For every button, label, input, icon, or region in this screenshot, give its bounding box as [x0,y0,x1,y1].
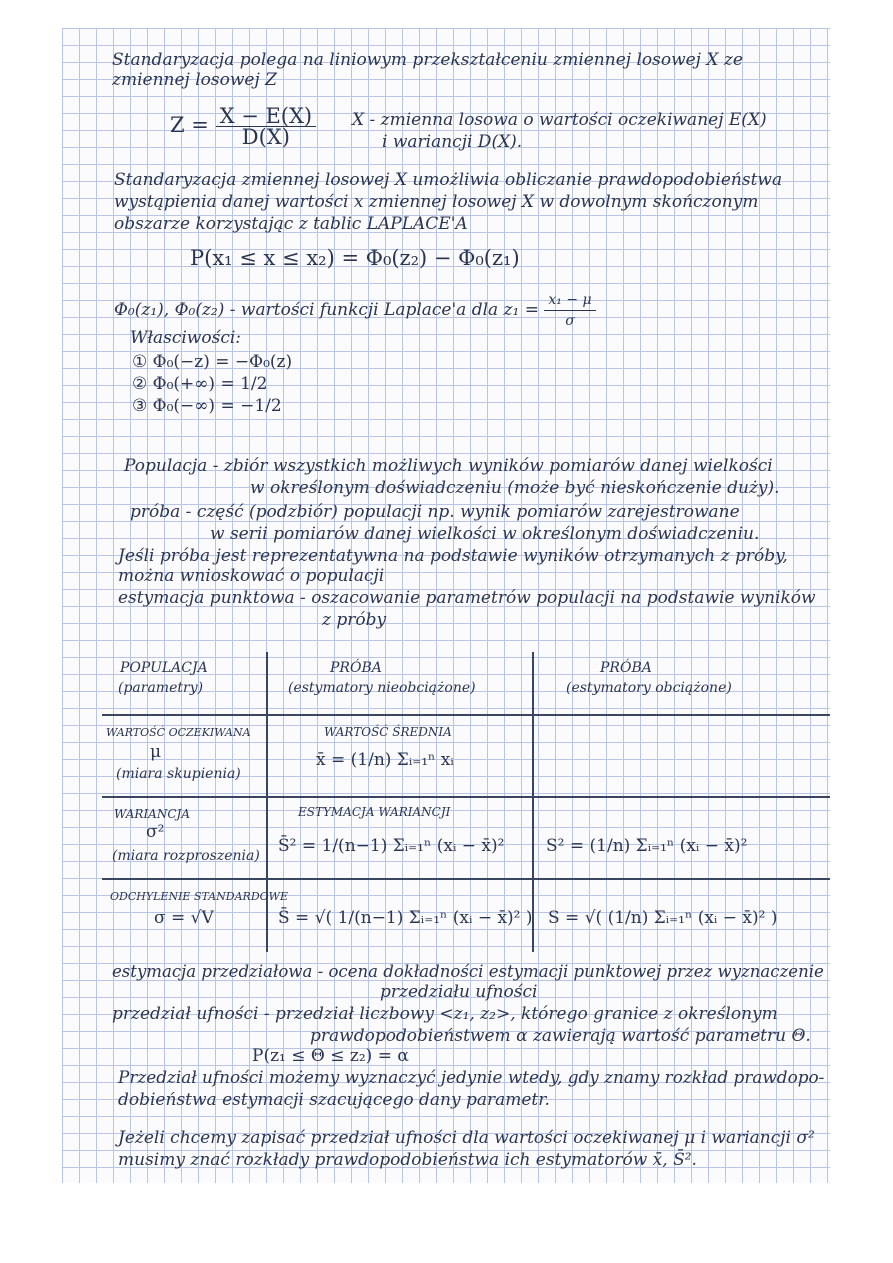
interval-line6: dobieństwa estymacji szacującego dany parametr. [118,1090,550,1110]
interval-line3: przedział ufności - przedział liczbowy <z₁, z₂>, którego granice z określonym [112,1004,778,1024]
standardization-formula [170,106,316,147]
table-rule-3 [102,878,830,880]
row1-unbiased-label: WARTOŚĆ ŚREDNIA [324,725,452,739]
laplace-line3: obszarze korzystając z tablic LAPLACE'A [114,214,468,234]
standardization-desc1: X - zmienna losowa o wartości oczekiwanej E(X) [352,110,767,130]
population-line3: próba - część (podzbiór) populacji np. wynik pomiarów zarejestrowane [130,502,740,522]
header-population-title: POPULACJA [120,660,208,676]
laplace-z-denominator: σ [565,313,575,329]
interval-line5: Przedział ufności możemy wyznaczyć jedynie wtedy, gdy znamy rozkład prawdopo- [118,1068,825,1088]
standardization-line2: zmiennej losowej Z [112,70,277,90]
table-divider-2 [532,652,534,952]
laplace-line2: wystąpienia danej wartości x zmiennej losowej X w dowolnym skończonym [114,192,759,212]
header-population-sub: (parametry) [118,680,204,696]
population-line5: Jeśli próba jest reprezentatywna na podstawie wyników otrzymanych z próby, [118,546,788,566]
row1-pop-symbol: μ [150,742,162,762]
interval-line7: Jeżeli chcemy zapisać przedział ufności dla wartości oczekiwanej μ i wariancji σ² [118,1128,815,1148]
notebook-page [62,28,830,1183]
table-rule-1 [102,714,830,716]
laplace-z-fraction [544,290,595,331]
laplace-z-numerator: x₁ − μ [544,290,595,311]
property-item-1: ① Φ₀(−z) = −Φ₀(z) [132,352,293,372]
population-line7: estymacja punktowa - oszacowanie parametrów populacji na podstawie wyników [118,588,816,608]
population-line6: można wnioskować o populacji [118,566,385,586]
standardization-line1: Standaryzacja polega na liniowym przekształceniu zmiennej losowej X ze [112,50,743,70]
formula-denominator: D(X) [241,125,290,149]
interval-line1: estymacja przedziałowa - ocena dokładności estymacji punktowej przez wyznaczenie [112,962,824,982]
interval-line4: prawdopodobieństwem α zawierają wartość parametru Θ. [310,1026,811,1046]
standardization-desc2: i wariancji D(X). [382,132,523,152]
row2-biased-formula: S² = (1/n) Σᵢ₌₁ⁿ (xᵢ − x̄)² [546,836,748,856]
interval-line2: przedziału ufności [380,982,538,1002]
properties-title: Własciwości: [130,328,241,348]
row2-pop-label: WARIANCJA [114,807,191,821]
laplace-line1: Standaryzacja zmiennej losowej X umożliwia obliczanie prawdopodobieństwa [114,170,783,190]
interval-formula: P(z₁ ≤ Θ ≤ z₂) = α [252,1046,409,1066]
row3-biased-formula: S = √( (1/n) Σᵢ₌₁ⁿ (xᵢ − x̄)² ) [548,908,778,928]
laplace-values [114,290,596,331]
row2-unbiased-label: ESTYMACJA WARIANCJI [298,805,451,819]
population-line8: z próby [322,610,387,630]
row1-unbiased-formula: x̄ = (1/n) Σᵢ₌₁ⁿ xᵢ [316,750,454,770]
table-divider-1 [266,652,268,952]
table-rule-2 [102,796,830,798]
laplace-formula: P(x₁ ≤ x ≤ x₂) = Φ₀(z₂) − Φ₀(z₁) [190,246,520,270]
formula-numerator: X − E(X) [216,106,317,127]
population-line2: w określonym doświadczeniu (może być nieskończenie duży). [250,478,780,498]
header-unbiased-title: PRÓBA [330,660,382,676]
header-unbiased-sub: (estymatory nieobciążone) [288,680,476,696]
property-item-2: ② Φ₀(+∞) = 1/2 [132,374,268,394]
property-item-3: ③ Φ₀(−∞) = −1/2 [132,396,282,416]
population-line4: w serii pomiarów danej wielkości w określonym doświadczeniu. [210,524,760,544]
header-biased-sub: (estymatory obciążone) [566,680,732,696]
row2-unbiased-formula: S̄² = 1/(n−1) Σᵢ₌₁ⁿ (xᵢ − x̄)² [278,836,505,856]
header-biased-title: PRÓBA [600,660,652,676]
row2-pop-note: (miara rozproszenia) [112,848,260,864]
row3-unbiased-formula: S̄ = √( 1/(n−1) Σᵢ₌₁ⁿ (xᵢ − x̄)² ) [278,908,533,928]
formula-lhs: Z = [170,113,209,137]
row2-pop-symbol: σ² [146,822,165,842]
row1-pop-label: WARTOŚĆ OCZEKIWANA [106,726,251,739]
estimators-table [102,652,830,952]
formula-fraction [216,106,317,147]
row3-pop-symbol: σ = √V [154,908,214,928]
interval-line8: musimy znać rozkłady prawdopodobieństwa ich estymatorów x̄, S̄². [118,1150,697,1170]
laplace-values-text: Φ₀(z₁), Φ₀(z₂) - wartości funkcji Laplace'a dla z₁ = [114,300,539,320]
population-line1: Populacja - zbiór wszystkich możliwych wyników pomiarów danej wielkości [124,456,773,476]
row1-pop-note: (miara skupienia) [116,766,241,782]
row3-pop-label: ODCHYLENIE STANDARDOWE [110,890,288,903]
